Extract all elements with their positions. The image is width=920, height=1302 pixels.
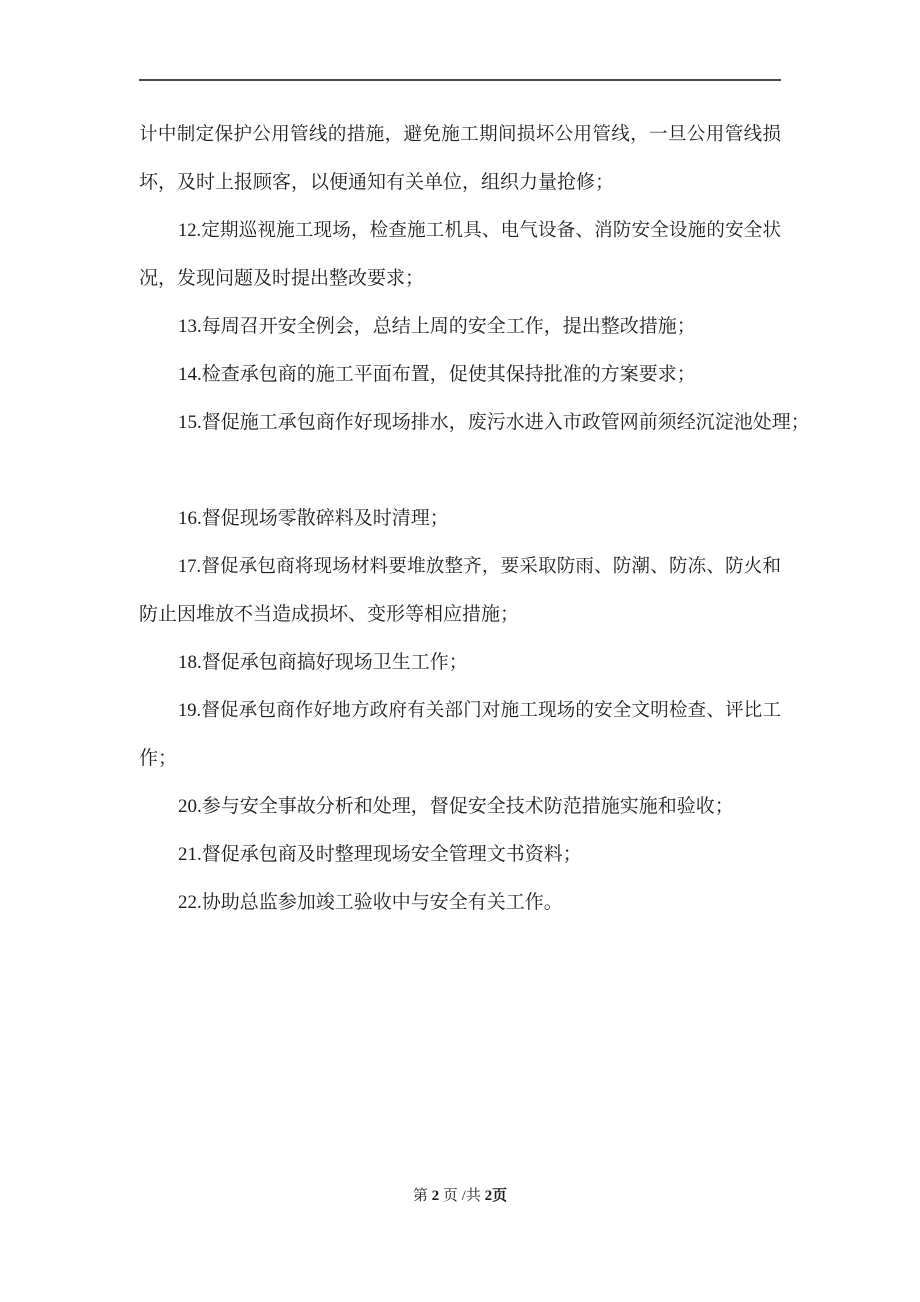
text-line: 22.协助总监参加竣工验收中与安全有关工作。	[178, 892, 563, 913]
text-line: 坏，及时上报顾客，以便通知有关单位，组织力量抢修；	[139, 172, 615, 193]
text-line: 防止因堆放不当造成损坏、变形等相应措施；	[139, 604, 520, 625]
text-line: 12.定期巡视施工现场，检查施工机具、电气设备、消防安全设施的安全状	[178, 221, 781, 241]
footer-part: 2	[431, 1188, 440, 1204]
document-body	[139, 111, 810, 927]
text-line: 20.参与安全事故分析和处理，督促安全技术防范措施实施和验收；	[178, 796, 734, 817]
text-line: 18.督促承包商搞好现场卫生工作；	[178, 652, 468, 673]
footer-part: 第	[412, 1188, 432, 1204]
text-line: 15.督促施工承包商作好现场排水，废污水进入市政管网前须经沉淀池处理；	[178, 412, 810, 433]
text-line: 16.督促现场零散碎料及时清理；	[178, 508, 449, 529]
footer-part: 页	[492, 1188, 508, 1204]
header-rule	[139, 79, 781, 81]
footer-part: 页 /共	[439, 1188, 485, 1204]
footer-part: 2	[484, 1188, 493, 1204]
text-line: 14.检查承包商的施工平面布置，促使其保持批准的方案要求；	[178, 364, 696, 385]
text-line: 17.督促承包商将现场材料要堆放整齐，要采取防雨、防潮、防冻、防火和	[178, 557, 781, 577]
page-footer	[0, 1186, 920, 1206]
text-line: 况，发现问题及时提出整改要求；	[139, 268, 425, 289]
text-line: 21.督促承包商及时整理现场安全管理文书资料；	[178, 844, 582, 865]
text-line: 13.每周召开安全例会，总结上周的安全工作，提出整改措施；	[178, 316, 696, 337]
text-line: 作；	[139, 748, 178, 769]
text-line: 19.督促承包商作好地方政府有关部门对施工现场的安全文明检查、评比工	[178, 701, 781, 721]
text-line: 计中制定保护公用管线的措施，避免施工期间损坏公用管线，一旦公用管线损	[139, 125, 781, 145]
text-line	[139, 447, 781, 495]
